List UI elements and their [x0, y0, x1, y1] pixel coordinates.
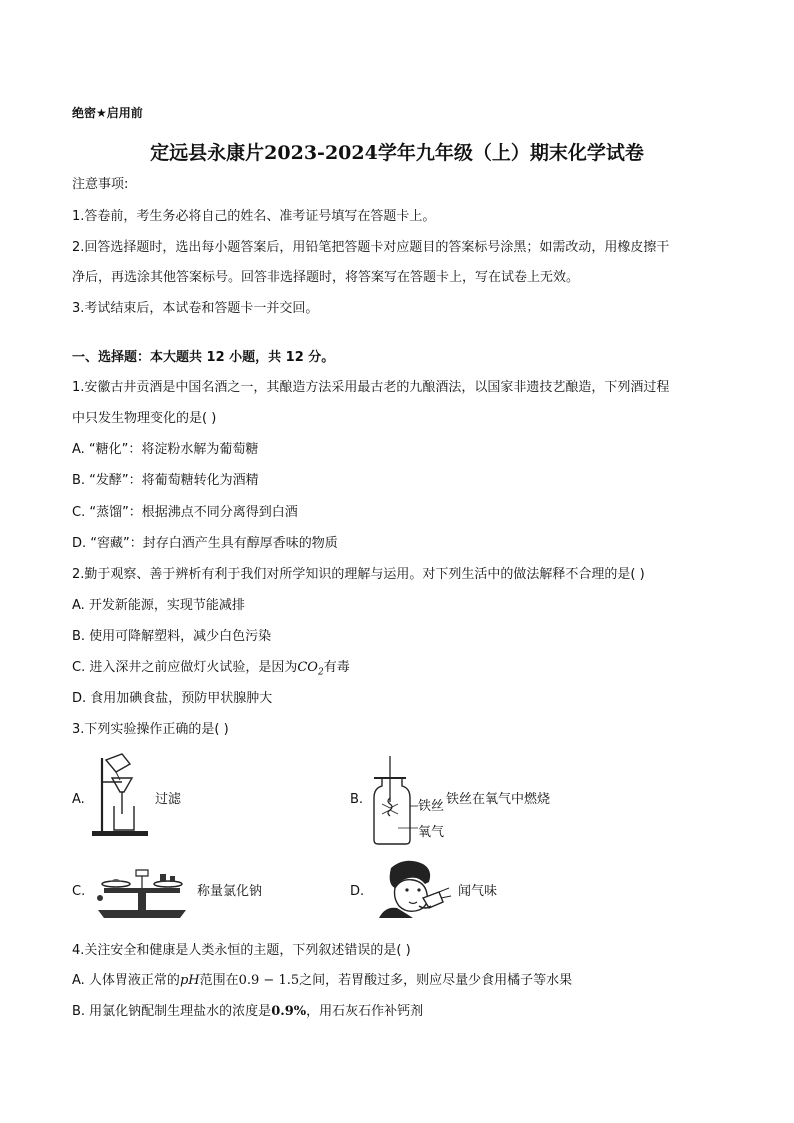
note-item: 2.回答选择题时，选出每小题答案后，用铅笔把答题卡对应题目的答案标号涂黑；如需改动，用橡皮擦干 [72, 240, 670, 255]
smelling-gas-figure [373, 858, 453, 922]
section-heading: 一、选择题：本大题共 12 小题，共 12 分。 [72, 350, 335, 365]
ph-symbol: pH [179, 973, 200, 988]
question-1-option-b: B. “发酵”：将葡萄糖转化为酒精 [72, 473, 259, 488]
question-1-stem: 1.安徽古井贡酒是中国名酒之一，其酿造方法采用最古老的九酿酒法，以国家非遗技艺酿造，下列酒过程 [72, 380, 670, 395]
question-1-option-a: A. “糖化”：将淀粉水解为葡萄糖 [72, 442, 259, 457]
question-2-option-d: D. 食用加碘食盐，预防甲状腺肿大 [72, 691, 273, 706]
question-3-option-b-caption: 铁丝在氧气中燃烧 [446, 792, 551, 807]
question-3-stem: 3.下列实验操作正确的是( ) [72, 722, 229, 737]
iron-wire-combustion-figure [368, 756, 418, 848]
question-2-option-c [72, 659, 350, 682]
question-3-option-d-caption: 闻气味 [458, 884, 498, 899]
question-1-stem-cont: 中只发生物理变化的是( ) [72, 411, 217, 426]
question-3-option-a-caption: 过滤 [155, 792, 182, 807]
question-2-option-a: A. 开发新能源，实现节能减排 [72, 598, 245, 613]
option-b-text-end: ，用石灰石作补钙剂 [306, 1004, 424, 1019]
question-1-option-d: D. “窖藏”：封存白酒产生具有醇厚香味的物质 [72, 536, 338, 551]
note-item: 净后，再选涂其他答案标号。回答非选择题时，将答案写在答题卡上，写在试卷上无效。 [72, 270, 580, 285]
question-2-stem: 2.勤于观察、善于辨析有利于我们对所学知识的理解与运用。对下列生活中的做法解释不合理的是( ) [72, 567, 645, 582]
co2-subscript: 2 [317, 667, 324, 678]
question-3-option-c-letter: C. [72, 884, 86, 899]
question-4-stem: 4.关注安全和健康是人类永恒的主题，下列叙述错误的是( ) [72, 943, 411, 958]
question-3-option-a-letter: A. [72, 792, 85, 807]
option-b-text: B. 用氯化钠配制生理盐水的浓度是 [72, 1004, 272, 1019]
option-c-text-end: 有毒 [323, 660, 350, 675]
question-2-option-b: B. 使用可降解塑料，减少白色污染 [72, 629, 272, 644]
question-3-option-b-letter: B. [350, 792, 364, 807]
question-4-option-a [72, 972, 572, 990]
option-a-text: A. 人体胃液正常的 [72, 973, 180, 988]
question-4-option-b [72, 1003, 423, 1021]
exam-title: 定远县永康片2023-2024学年九年级（上）期末化学试卷 [150, 142, 644, 164]
note-item: 3.考试结束后，本试卷和答题卡一并交回。 [72, 301, 319, 316]
question-3-option-d-letter: D. [350, 884, 365, 899]
notes-heading: 注意事项: [72, 177, 129, 192]
option-a-text-mid: 范围在 [199, 973, 239, 988]
saline-percentage: 0.9% [271, 1004, 307, 1019]
ph-range: 0.9 − 1.5 [238, 973, 300, 988]
label-oxygen: 氧气 [418, 825, 445, 840]
option-c-text: C. 进入深井之前应做灯火试验，是因为 [72, 660, 298, 675]
co2-formula: CO [297, 660, 318, 675]
balance-scale-figure [94, 864, 190, 920]
confidential-mark: 绝密★启用前 [72, 106, 143, 120]
filtration-apparatus-figure [92, 752, 150, 838]
question-1-option-c: C. “蒸馏”：根据沸点不同分离得到白酒 [72, 505, 298, 520]
question-3-option-c-caption: 称量氯化钠 [197, 884, 263, 899]
note-item: 1.答卷前，考生务必将自己的姓名、准考证号填写在答题卡上。 [72, 209, 436, 224]
option-a-text-end: 之间，若胃酸过多，则应尽量少食用橘子等水果 [299, 973, 573, 988]
label-iron-wire: 铁丝 [418, 799, 445, 814]
